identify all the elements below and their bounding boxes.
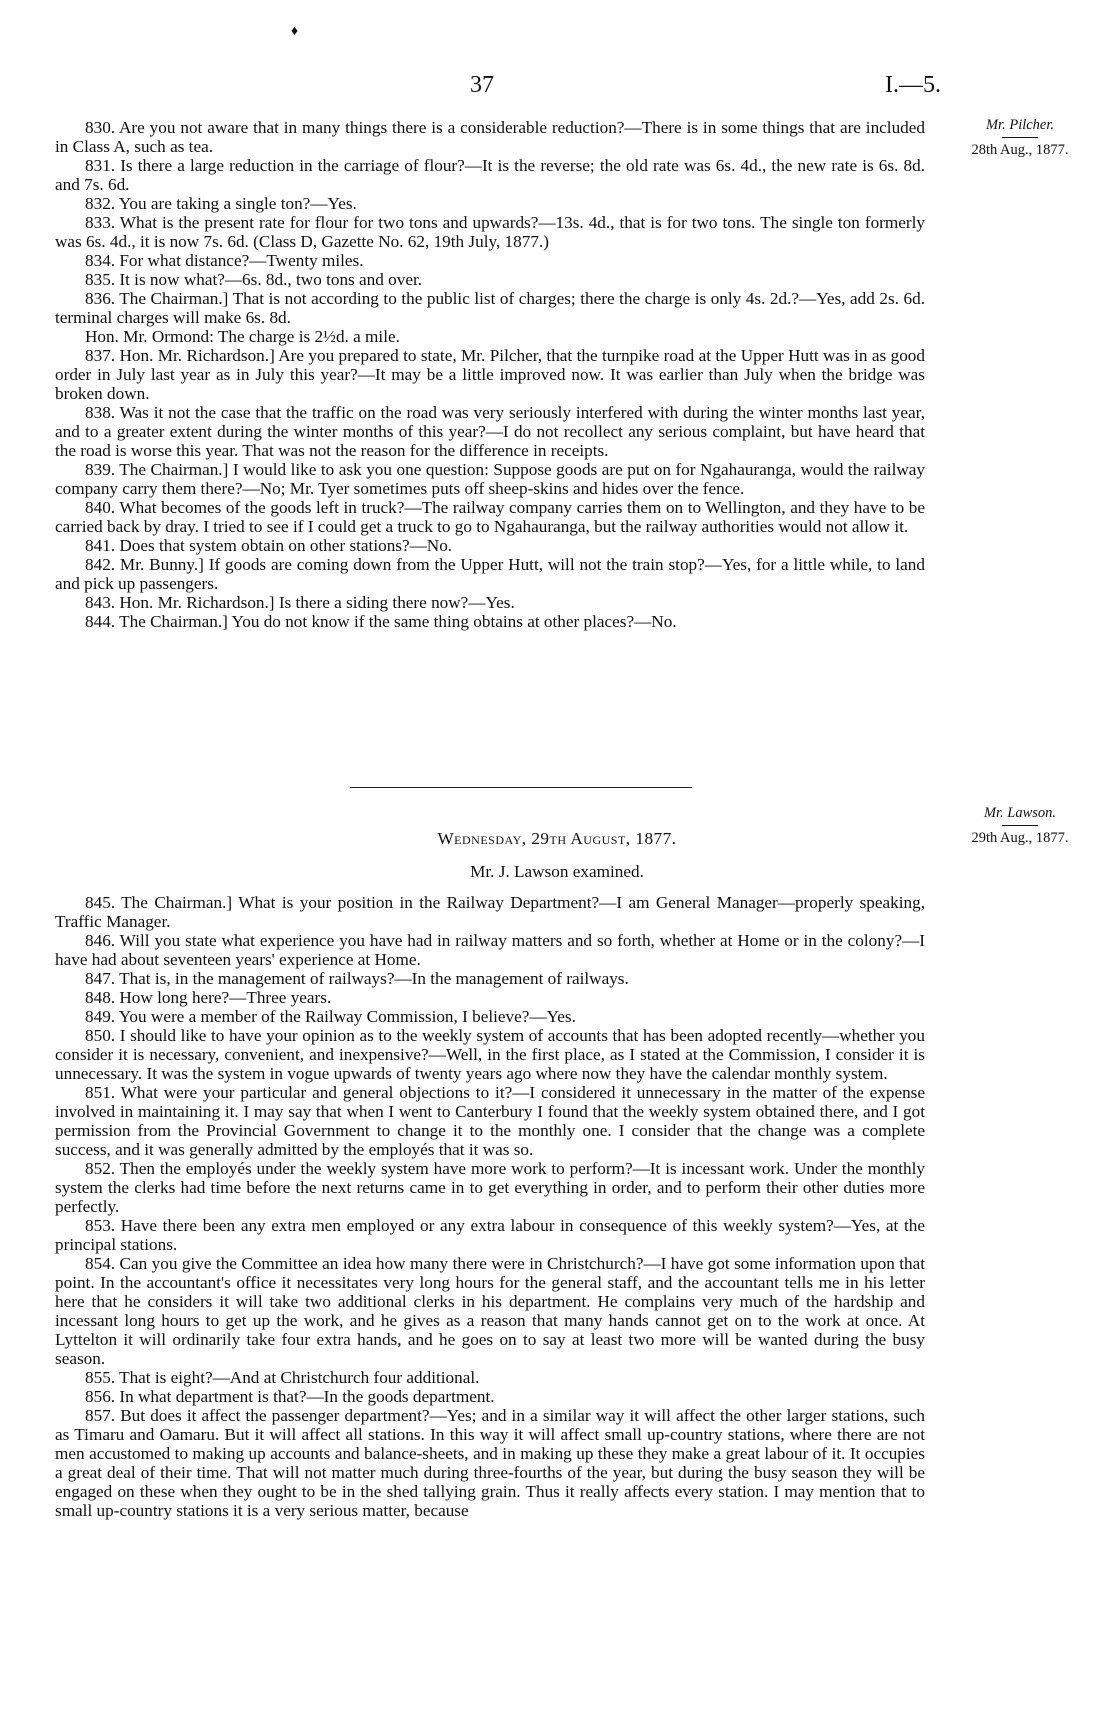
paragraph: 842. Mr. Bunny.] If goods are coming down from the Upper Hutt, will not the train stop?—Yes, for a little while, to land and pick up passengers. [55,555,925,593]
paragraph: 856. In what department is that?—In the goods department. [85,1387,495,1406]
page-number: 37 [470,72,494,98]
paragraph: 844. The Chairman.] You do not know if the same thing obtains at other places?—No. [85,612,677,631]
section-divider [350,787,692,788]
margin-rule [1002,825,1038,826]
paragraph: 841. Does that system obtain on other stations?—No. [85,536,453,555]
paper-reference: I.—5. [885,72,941,98]
paragraph: 836. The Chairman.] That is not according to the public list of charges; there the charge is only 4s. 2d.?—Yes, add 2s. 6d. terminal charges will make 6s. 8d. [55,289,925,327]
paragraph: 857. But does it affect the passenger department?—Yes; and in a similar way it will affect the other larger stations, such as Timaru and Oamaru. But it will affect all stations. In this way it will affect small up-country stations, where there are not men accustomed to making up accounts and balance-sheets, and in making up these they make a great labour of it. It occupies a great deal of their time. That will not matter much during three-fourths of the year, but during the busy season they will be engaged on these when they ought to be in the shed tallying grain. Thus it really affects every station. I may mention that to small up-country stations it is a very serious matter, because [55,1406,925,1520]
margin-witness-name: Mr. Pilcher. [985,117,1055,133]
paragraph: Hon. Mr. Ormond: The charge is 2½d. a mile. [85,327,400,346]
paragraph: 848. How long here?—Three years. [85,988,332,1007]
witness-heading: Mr. J. Lawson examined. [470,862,644,881]
paragraph: 833. What is the present rate for flour for two tons and upwards?—13s. 4d., that is for two tons. The single ton formerly was 6s. 4d., it is now 7s. 6d. (Class D, Gazette No. 62, 19th July, 1877.) [55,213,925,251]
paragraph: 852. Then the employés under the weekly system have more work to perform?—It is incessant work. Under the monthly system the clerks had time before the next returns came in to get everything in order, and to perform their other duties more perfectly. [55,1159,925,1216]
paragraph: 837. Hon. Mr. Richardson.] Are you prepared to state, Mr. Pilcher, that the turnpike road at the Upper Hutt was in as good order in July last year as in July this year?—It may be a little improved now. It was earlier than July when the bridge was broken down. [55,346,925,403]
margin-date: 29th Aug., 1877. [971,830,1069,846]
margin-note-pilcher [940,116,1100,159]
ornament-bullet: ♦ [291,24,299,39]
date-heading: Wednesday, 29th August, 1877. [437,829,677,848]
section-lawson-evidence [55,893,925,1520]
paragraph: 843. Hon. Mr. Richardson.] Is there a siding there now?—Yes. [85,593,515,612]
paragraph: 855. That is eight?—And at Christchurch four additional. [85,1368,480,1387]
paragraph: 830. Are you not aware that in many things there is a considerable reduction?—There is in some things that are included in Class A, such as tea. [55,118,925,156]
paragraph: 839. The Chairman.] I would like to ask you one question: Suppose goods are put on for Ngahauranga, would the railway company carry them there?—No; Mr. Tyer sometimes puts off sheep-skins and hides over the fence. [55,460,925,498]
paragraph: 834. For what distance?—Twenty miles. [85,251,364,270]
paragraph: 850. I should like to have your opinion as to the weekly system of accounts that has been adopted recently—whether you consider it is necessary, convenient, and inexpensive?—Well, in the first place, as I stated at the Commission, I consider it is unnecessary. It was the system in vogue upwards of twenty years ago where now they have the calendar monthly system. [55,1026,925,1083]
paragraph: 853. Have there been any extra men employed or any extra labour in consequence of this weekly system?—Yes, at the principal stations. [55,1216,925,1254]
paragraph: 846. Will you state what experience you have had in railway matters and so forth, whether at Home or in the colony?—I have had about seventeen years' experience at Home. [55,931,925,969]
paragraph: 845. The Chairman.] What is your position in the Railway Department?—I am General Manager—properly speaking, Traffic Manager. [55,893,925,931]
paragraph: 840. What becomes of the goods left in truck?—The railway company carries them on to Wellington, and they have to be carried back by dray. I tried to see if I could get a truck to go to Ngahauranga, but the railway authorities would not allow it. [55,498,925,536]
paragraph: 854. Can you give the Committee an idea how many there were in Christchurch?—I have got some information upon that point. In the accountant's office it necessitates very long hours for the general staff, and the accountant tells me in his letter here that he considers it will take two additional clerks in his department. He complains very much of the hardship and incessant long hours to get up the work, and he gives as a reason that many hands cannot get on to the work at once. At Lyttelton it will ordinarily take four extra hands, and he goes on to say at least two more will be wanted during the busy season. [55,1254,925,1368]
margin-rule [1002,137,1038,138]
paragraph: 851. What were your particular and general objections to it?—I considered it unnecessary in the matter of the expense involved in maintaining it. I may say that when I went to Canterbury I found that the weekly system obtained there, and I got permission from the Provincial Government to change it to the monthly one. I consider that the change was a complete success, and it was generally admitted by the employés that it was so. [55,1083,925,1159]
section-pilcher-evidence [55,118,925,631]
paragraph: 835. It is now what?—6s. 8d., two tons and over. [85,270,423,289]
paragraph: 832. You are taking a single ton?—Yes. [85,194,357,213]
margin-witness-name: Mr. Lawson. [983,805,1057,821]
paragraph: 838. Was it not the case that the traffic on the road was very seriously interfered with during the winter months last year, and to a greater extent during the winter months of this year?—I do not recollect any serious complaint, but have heard that the road is worse this year. That was not the reason for the difference in receipts. [55,403,925,460]
paragraph: 847. That is, in the management of railways?—In the management of railways. [85,969,629,988]
paragraph: 831. Is there a large reduction in the carriage of flour?—It is the reverse; the old rate was 6s. 4d., the new rate is 6s. 8d. and 7s. 6d. [55,156,925,194]
paragraph: 849. You were a member of the Railway Commission, I believe?—Yes. [85,1007,576,1026]
margin-date: 28th Aug., 1877. [971,142,1069,158]
